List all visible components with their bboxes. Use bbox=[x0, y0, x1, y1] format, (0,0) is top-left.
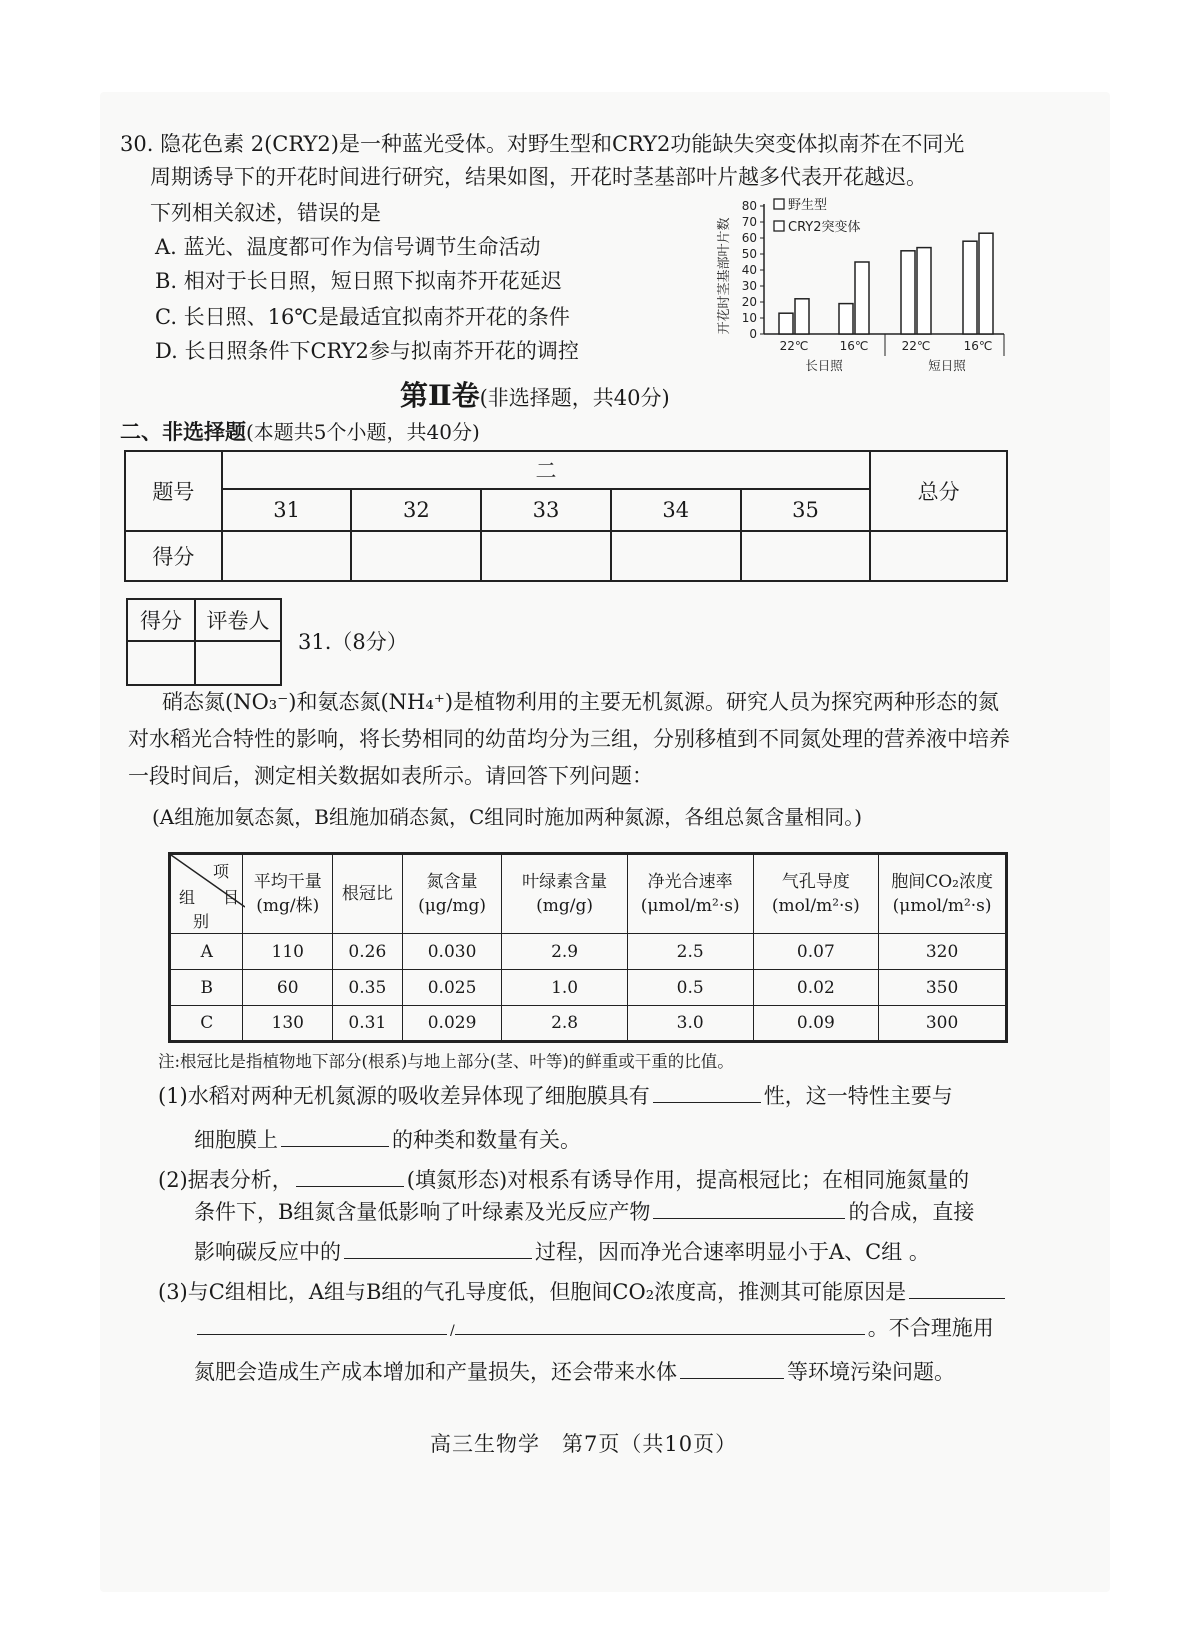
table-cell: 0.31 bbox=[333, 1006, 403, 1042]
chart-bar-wildtype bbox=[839, 304, 853, 334]
chart-y-tick-label: 60 bbox=[741, 231, 757, 245]
answer-blank[interactable] bbox=[653, 1196, 845, 1219]
score-cell[interactable] bbox=[611, 531, 741, 581]
chart-bar-wildtype bbox=[901, 251, 915, 334]
chart-bar-cry2-mutant bbox=[795, 299, 809, 334]
answer-blank[interactable] bbox=[281, 1124, 389, 1147]
row-group-label: A bbox=[170, 934, 243, 970]
stray-slash: / bbox=[450, 1323, 455, 1339]
chart-bar-wildtype bbox=[779, 313, 793, 334]
table-row bbox=[170, 934, 1007, 970]
corner-group: 组 bbox=[179, 888, 196, 907]
table-cell: 2.5 bbox=[627, 934, 753, 970]
chart-group-label: 短日照 bbox=[928, 358, 966, 373]
answer-blank[interactable] bbox=[455, 1312, 865, 1335]
answer-blank[interactable] bbox=[344, 1236, 532, 1259]
table-footnote: 注:根冠比是指植物地下部分(根系)与地上部分(茎、叶等)的鲜重或干重的比值。 bbox=[158, 1052, 734, 1071]
score-cell[interactable] bbox=[741, 531, 871, 581]
score-cell-total[interactable] bbox=[870, 531, 1007, 581]
chart-category-label: 16℃ bbox=[839, 339, 869, 353]
section-note: (本题共5个小题，共40分) bbox=[246, 420, 480, 444]
score-table-number: 35 bbox=[741, 489, 871, 531]
q31-sub1-line2: 细胞膜上 的种类和数量有关。 bbox=[194, 1124, 581, 1155]
chart-bar-cry2-mutant bbox=[917, 248, 931, 334]
q31-sub3-line2: / 。不合理施用 bbox=[194, 1312, 994, 1346]
score-table-section: 二 bbox=[222, 451, 871, 489]
chart-y-tick-label: 20 bbox=[741, 295, 757, 309]
part2-subtitle: (非选择题，共40分) bbox=[479, 386, 670, 410]
table-cell: 0.025 bbox=[402, 970, 502, 1006]
table-cell: 0.09 bbox=[753, 1006, 879, 1042]
part2-heading bbox=[400, 374, 670, 414]
score-table-number: 34 bbox=[611, 489, 741, 531]
header-dry-weight: 平均干量 (mg/株) bbox=[243, 854, 333, 934]
chart-y-tick-label: 50 bbox=[741, 247, 757, 261]
row-group-label: B bbox=[170, 970, 243, 1006]
table-row bbox=[170, 970, 1007, 1006]
chart-group-label: 长日照 bbox=[805, 358, 843, 373]
score-table-defen: 得分 bbox=[125, 531, 222, 581]
q31-sub2-line2: 条件下，B组氮含量低影响了叶绿素及光反应产物 的合成，直接 bbox=[194, 1196, 974, 1227]
table-cell: 130 bbox=[243, 1006, 333, 1042]
row-group-label: C bbox=[170, 1006, 243, 1042]
answer-blank[interactable] bbox=[296, 1164, 404, 1187]
part2-title: 第Ⅱ卷 bbox=[400, 379, 480, 412]
grader-reviewer-cell[interactable] bbox=[195, 641, 281, 685]
table-cell: 0.5 bbox=[627, 970, 753, 1006]
chart-y-tick-label: 80 bbox=[741, 199, 757, 213]
table-cell: 300 bbox=[879, 1006, 1007, 1042]
answer-blank[interactable] bbox=[653, 1080, 761, 1103]
q30-option-d: D. 长日照条件下CRY2参与拟南芥开花的调控 bbox=[155, 339, 579, 363]
flowering-bar-chart bbox=[708, 192, 1020, 392]
table-cell: 0.26 bbox=[333, 934, 403, 970]
answer-blank[interactable] bbox=[909, 1276, 1005, 1299]
section-heading bbox=[120, 416, 480, 446]
table-cell: 2.8 bbox=[502, 1006, 627, 1042]
score-cell[interactable] bbox=[351, 531, 481, 581]
score-cell[interactable] bbox=[481, 531, 611, 581]
section-title: 二、非选择题 bbox=[120, 419, 246, 444]
chart-category-label: 22℃ bbox=[901, 339, 931, 353]
chart-y-tick-label: 0 bbox=[749, 327, 757, 341]
q30-line3: 下列相关叙述，错误的是 bbox=[150, 201, 381, 225]
table-cell: 0.35 bbox=[333, 970, 403, 1006]
q31-sub1-line1: (1)水稻对两种无机氮源的吸收差异体现了细胞膜具有 性，这一特性主要与 bbox=[158, 1080, 953, 1111]
header-root-shoot-ratio: 根冠比 bbox=[333, 854, 403, 934]
header-chlorophyll: 叶绿素含量 (mg/g) bbox=[502, 854, 627, 934]
q31-sub2-line1: (2)据表分析， (填氮形态)对根系有诱导作用，提高根冠比；在相同施氮量的 bbox=[158, 1164, 969, 1195]
header-nitrogen: 氮含量 (μg/mg) bbox=[402, 854, 502, 934]
data-table bbox=[168, 852, 1008, 1043]
score-table-total: 总分 bbox=[870, 451, 1007, 531]
chart-category-label: 16℃ bbox=[963, 339, 993, 353]
header-net-photosynthesis: 净光合速率 (μmol/m²·s) bbox=[627, 854, 753, 934]
chart-y-tick-label: 70 bbox=[741, 215, 757, 229]
q30-option-b: B. 相对于长日照，短日照下拟南芥开花延迟 bbox=[155, 269, 562, 293]
score-table bbox=[124, 450, 1008, 582]
corner-mu: 目 bbox=[223, 888, 240, 907]
data-table-corner bbox=[170, 854, 243, 934]
table-cell: 350 bbox=[879, 970, 1007, 1006]
corner-bie: 别 bbox=[193, 912, 210, 931]
score-cell[interactable] bbox=[222, 531, 352, 581]
grader-box bbox=[126, 598, 282, 686]
q31-sub3-line1: (3)与C组相比，A组与B组的气孔导度低，但胞间CO₂浓度高，推测其可能原因是 bbox=[158, 1276, 1008, 1307]
score-table-tihao: 题号 bbox=[125, 451, 222, 531]
table-cell: 2.9 bbox=[502, 934, 627, 970]
q31-groups-note: (A组施加氨态氮，B组施加硝态氮，C组同时施加两种氮源，各组总氮含量相同。) bbox=[152, 805, 863, 829]
grader-score-cell[interactable] bbox=[127, 641, 195, 685]
chart-legend-swatch bbox=[774, 199, 784, 209]
chart-legend-swatch bbox=[774, 221, 784, 231]
chart-y-tick-label: 30 bbox=[741, 279, 757, 293]
q31-sub2-line3: 影响碳反应中的 过程，因而净光合速率明显小于A、C组 。 bbox=[194, 1236, 930, 1267]
table-row bbox=[170, 1006, 1007, 1042]
q30-line2: 周期诱导下的开花时间进行研究，结果如图，开花时茎基部叶片越多代表开花越迟。 bbox=[150, 165, 927, 189]
q31-sub3-line3: 氮肥会造成生产成本增加和产量损失，还会带来水体 等环境污染问题。 bbox=[194, 1356, 955, 1387]
header-stomatal-conductance: 气孔导度 (mol/m²·s) bbox=[753, 854, 879, 934]
q30-line1: 30. 隐花色素 2(CRY2)是一种蓝光受体。对野生型和CRY2功能缺失突变体拟南芥在不同光 bbox=[120, 132, 965, 156]
table-cell: 1.0 bbox=[502, 970, 627, 1006]
table-cell: 320 bbox=[879, 934, 1007, 970]
chart-bar-wildtype bbox=[963, 241, 977, 334]
chart-y-tick-label: 10 bbox=[741, 311, 757, 325]
chart-bar-cry2-mutant bbox=[979, 233, 993, 334]
table-cell: 60 bbox=[243, 970, 333, 1006]
chart-y-tick-label: 40 bbox=[741, 263, 757, 277]
answer-blank[interactable] bbox=[197, 1312, 447, 1335]
score-table-number: 33 bbox=[481, 489, 611, 531]
grader-reviewer-label: 评卷人 bbox=[195, 599, 281, 641]
chart-bar-cry2-mutant bbox=[855, 262, 869, 334]
q31-title: 31.（8分） bbox=[298, 630, 408, 654]
grader-score-label: 得分 bbox=[127, 599, 195, 641]
table-cell: 0.02 bbox=[753, 970, 879, 1006]
q30-option-a: A. 蓝光、温度都可作为信号调节生命活动 bbox=[155, 235, 541, 259]
page-footer: 高三生物学 第7页（共10页） bbox=[430, 1432, 738, 1456]
chart-legend-label: 野生型 bbox=[788, 198, 828, 213]
score-table-number: 31 bbox=[222, 489, 352, 531]
q30-option-c: C. 长日照、16℃是最适宜拟南芥开花的条件 bbox=[155, 305, 570, 329]
header-intercellular-co2: 胞间CO₂浓度 (μmol/m²·s) bbox=[879, 854, 1007, 934]
chart-category-label: 22℃ bbox=[779, 339, 809, 353]
corner-item: 项 bbox=[213, 862, 230, 881]
table-cell: 110 bbox=[243, 934, 333, 970]
table-cell: 0.030 bbox=[402, 934, 502, 970]
table-cell: 0.029 bbox=[402, 1006, 502, 1042]
chart-legend-label: CRY2突变体 bbox=[788, 220, 861, 235]
answer-blank[interactable] bbox=[680, 1356, 784, 1379]
chart-y-label: 开花时茎基部叶片数 bbox=[717, 217, 732, 335]
score-table-number: 32 bbox=[351, 489, 481, 531]
table-cell: 0.07 bbox=[753, 934, 879, 970]
q31-intro: 硝态氮(NO₃⁻)和氨态氮(NH₄⁺)是植物利用的主要无机氮源。研究人员为探究两种形态的氮对水稻光合特性的影响，将长势相同的幼苗均分为三组，分别移植到不同氮处理的营养液中培养一段时间后，测定相关数据如表所示。请回答下列问题： bbox=[128, 690, 1010, 788]
table-cell: 3.0 bbox=[627, 1006, 753, 1042]
